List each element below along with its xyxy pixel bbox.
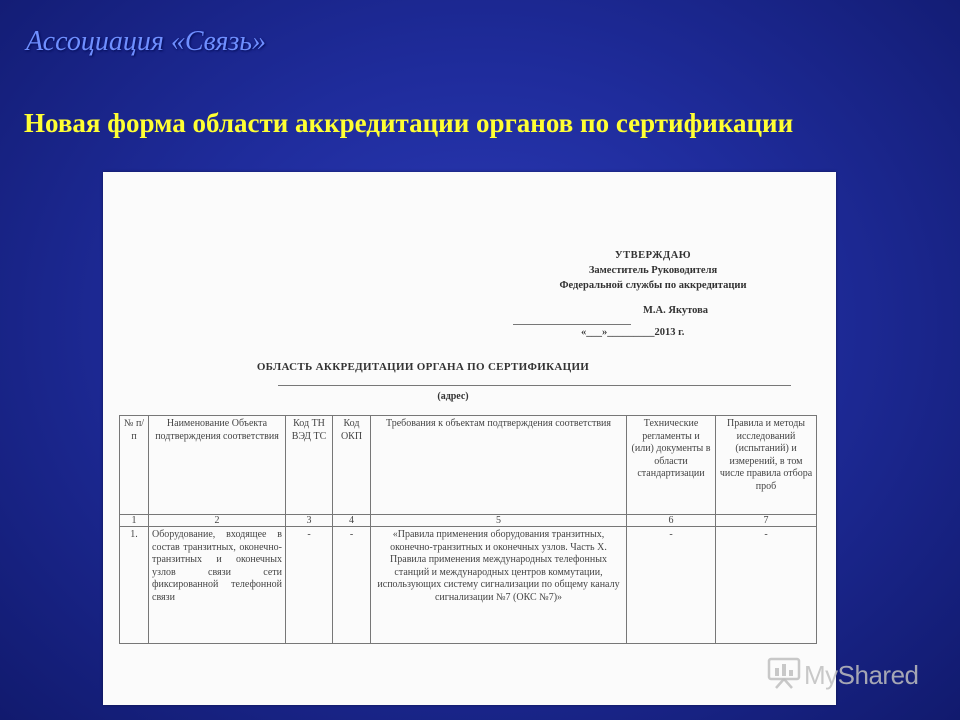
- header-okp: Код ОКП: [333, 416, 371, 515]
- slide-title: Новая форма области аккредитации органов по сертификации: [24, 108, 794, 138]
- row-okp: -: [333, 527, 371, 644]
- organization-name: Ассоциация «Связь»: [26, 26, 266, 57]
- row-object: Оборудование, входящее в состав транзитных, оконечно-транзитных и оконечных узлов связи сети фиксированной телефонной связи: [149, 527, 286, 644]
- column-number-row: [120, 515, 817, 527]
- signature-line: [513, 324, 631, 325]
- approval-position-line1: Заместитель Руководителя: [588, 265, 718, 276]
- address-label: (адрес): [437, 391, 469, 402]
- header-num: № п/п: [120, 416, 149, 515]
- column-number: 4: [333, 515, 371, 527]
- approval-position-line2: Федеральной службы по аккредитации: [559, 280, 747, 291]
- approval-signer: М.А. Якутова: [643, 305, 709, 316]
- header-regulations: Технические регламенты и (или) документы в области стандартизации: [627, 416, 716, 515]
- column-number: 6: [627, 515, 716, 527]
- row-tnved: -: [286, 527, 333, 644]
- document-scan: [103, 172, 836, 705]
- accreditation-table: [119, 415, 817, 644]
- column-number: 2: [149, 515, 286, 527]
- row-num: 1.: [120, 527, 149, 644]
- approval-date: «___»_________2013 г.: [581, 327, 685, 338]
- column-number: 5: [371, 515, 627, 527]
- presentation-board-icon: [766, 656, 802, 690]
- table-header-row: [120, 416, 817, 515]
- watermark-text: MyShared: [804, 660, 919, 690]
- row-requirements: «Правила применения оборудования транзитных, оконечно-транзитных и оконечных узлов. Часть X. Правила применения международных телефонных станций и международных центров коммутации, использующих систему сигнализации по общему каналу сигнализации №7 (ОКС №7)»: [371, 527, 627, 644]
- approval-heading: УТВЕРЖДАЮ: [614, 250, 692, 261]
- watermark: [766, 656, 919, 691]
- row-methods: -: [716, 527, 817, 644]
- column-number: 1: [120, 515, 149, 527]
- header-tnved: Код ТН ВЭД ТС: [286, 416, 333, 515]
- address-line: [278, 385, 791, 386]
- row-regulations: -: [627, 527, 716, 644]
- document-title: ОБЛАСТЬ АККРЕДИТАЦИИ ОРГАНА ПО СЕРТИФИКАЦИИ: [256, 361, 590, 373]
- header-methods: Правила и методы исследований (испытаний) и измерений, в том числе правила отбора проб: [716, 416, 817, 515]
- column-number: 7: [716, 515, 817, 527]
- approval-block: [503, 248, 803, 293]
- column-number: 3: [286, 515, 333, 527]
- table-row: [120, 527, 817, 644]
- header-requirements: Требования к объектам подтверждения соответствия: [371, 416, 627, 515]
- header-object: Наименование Объекта подтверждения соответствия: [149, 416, 286, 515]
